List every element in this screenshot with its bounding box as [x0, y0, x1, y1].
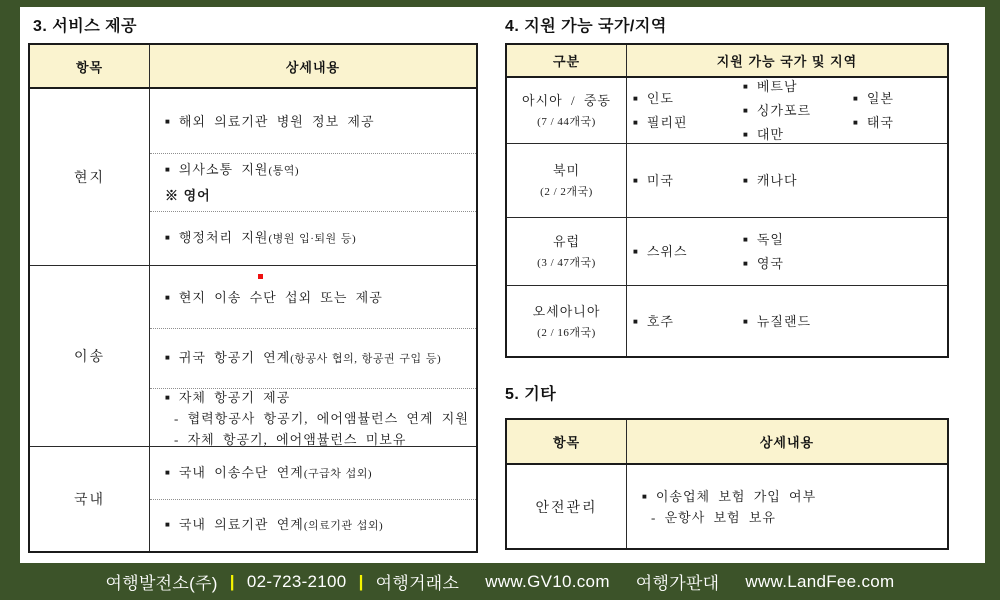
table-row: [150, 328, 476, 388]
country-name: 일본: [866, 91, 894, 106]
bullet-icon: ■: [743, 259, 748, 268]
section5-title: 5. 기타: [505, 386, 557, 403]
bullet-icon: ■: [633, 247, 638, 256]
countries-col-header-list: 지원 가능 국가 및 지역: [716, 54, 858, 69]
bullet-icon: ■: [633, 94, 638, 103]
bullet-icon: ■: [633, 316, 638, 326]
bullet-icon: ■: [165, 116, 170, 126]
service-item-text: 국내 이송수단 연계: [178, 464, 304, 480]
bullet-icon: ■: [165, 520, 170, 529]
table-row: [150, 211, 476, 265]
country-name: 베트남: [756, 79, 798, 94]
footer-phone: 02-723-2100: [246, 571, 347, 591]
bullet-icon: ■: [853, 94, 858, 103]
footer-bar: [0, 563, 1000, 600]
region-count: (2 / 2개국): [540, 186, 593, 198]
country-name: 미국: [646, 173, 674, 188]
bullet-icon: ■: [165, 353, 170, 362]
footer-brand-exchange: 여행거래소: [375, 574, 460, 593]
table-row: [150, 89, 476, 153]
service-group-domestic: [30, 446, 476, 551]
etc-table: [505, 418, 949, 550]
country-name: 스위스: [646, 244, 688, 259]
footer-separator: |: [229, 571, 235, 591]
section4-title: 4. 지원 가능 국가/지역: [505, 18, 667, 35]
service-group-label: 현지: [30, 89, 150, 265]
service-item-subline: - 자체 항공기, 에어앰뷸런스 미보유: [174, 432, 407, 447]
service-col-header-detail: 상세내용: [285, 59, 341, 75]
footer-company: 여행발전소(주): [105, 574, 218, 593]
service-item-text: 국내 의료기관 연계: [178, 517, 304, 532]
country-name: 필리핀: [646, 115, 688, 130]
bullet-icon: ■: [633, 118, 638, 127]
table-row: [150, 153, 476, 211]
service-item-paren: (구급차 섭외): [303, 467, 373, 480]
table-row: [150, 266, 476, 328]
service-item-paren: (병원 입·퇴원 등): [268, 233, 357, 245]
country-name: 뉴질랜드: [756, 313, 812, 329]
service-item-text: 의사소통 지원: [178, 162, 269, 177]
country-name: 영국: [756, 256, 784, 271]
footer-brand-stand: 여행가판대: [635, 574, 720, 593]
service-table-header: [30, 45, 476, 89]
service-item-text: 해외 의료기관 병원 정보 제공: [178, 113, 375, 129]
service-item-text: 현지 이송 수단 섭외 또는 제공: [178, 289, 383, 305]
service-item-paren: (항공사 협의, 항공권 구입 등): [290, 353, 442, 365]
countries-table: [505, 43, 949, 358]
service-group-local: [30, 89, 476, 265]
service-group-label: 국내: [30, 447, 150, 551]
service-item-note: ※ 영어: [165, 188, 211, 203]
bullet-icon: ■: [165, 233, 170, 242]
bullet-icon: ■: [743, 316, 748, 326]
region-name: 아시아 / 중동: [522, 93, 611, 108]
bullet-icon: ■: [743, 176, 748, 185]
region-count: (3 / 47개국): [537, 257, 596, 269]
service-group-label: 이송: [30, 266, 150, 446]
bullet-icon: ■: [165, 393, 170, 402]
service-item-paren: (의료기관 섭외): [303, 520, 384, 532]
table-row: [150, 388, 476, 448]
table-row: [150, 499, 476, 551]
bullet-icon: ■: [633, 176, 638, 185]
etc-item-text: 이송업체 보험 가입 여부: [655, 488, 817, 504]
region-count: (2 / 16개국): [537, 326, 596, 339]
country-name: 독일: [756, 232, 784, 247]
bullet-icon: ■: [743, 106, 748, 115]
country-name: 인도: [646, 91, 674, 106]
table-row-safety: [507, 465, 947, 548]
etc-table-header: [507, 420, 947, 465]
etc-col-header-detail: 상세내용: [759, 435, 815, 450]
region-count: (7 / 44개국): [537, 116, 596, 128]
countries-col-header-category: 구분: [507, 45, 627, 76]
table-row-oceania: [507, 285, 947, 356]
bullet-icon: ■: [165, 292, 170, 302]
service-table: [28, 43, 478, 553]
country-name: 캐나다: [756, 173, 798, 188]
service-item-text: 자체 항공기 제공: [178, 390, 291, 405]
service-item-subline: - 협력항공사 항공기, 에어앰뷸런스 연계 지원: [174, 411, 469, 426]
service-item-paren: (통역): [268, 165, 300, 177]
bullet-icon: ■: [165, 165, 170, 174]
region-name: 북미: [552, 163, 581, 178]
bullet-icon: ■: [165, 467, 170, 477]
footer-url-gv10: www.GV10.com: [485, 571, 610, 591]
country-name: 대만: [756, 127, 784, 142]
country-name: 호주: [646, 313, 674, 329]
bullet-icon: ■: [642, 491, 647, 501]
footer-url-landfee: www.LandFee.com: [745, 571, 895, 591]
table-row: [150, 447, 476, 499]
service-item-text: 행정처리 지원: [178, 230, 269, 245]
country-name: 싱가포르: [756, 103, 812, 118]
service-group-transport: [30, 265, 476, 446]
section3-title: 3. 서비스 제공: [33, 18, 138, 35]
service-item-text: 귀국 항공기 연계: [178, 350, 291, 365]
bullet-icon: ■: [743, 130, 748, 139]
bullet-icon: ■: [853, 118, 858, 127]
service-col-header-item: 항목: [30, 45, 150, 87]
countries-table-header: [507, 45, 947, 78]
region-name: 오세아니아: [532, 303, 601, 319]
etc-row-label: 안전관리: [507, 465, 627, 548]
etc-item-subline: - 운항사 보험 보유: [651, 509, 776, 525]
footer-separator: |: [358, 571, 364, 591]
red-dot-marker: [258, 274, 263, 279]
table-row-asia-middleeast: [507, 78, 947, 143]
table-row-europe: [507, 217, 947, 285]
etc-col-header-item: 항목: [507, 420, 627, 463]
table-row-north-america: [507, 143, 947, 217]
bullet-icon: ■: [743, 235, 748, 244]
region-name: 유럽: [552, 234, 581, 249]
bullet-icon: ■: [743, 82, 748, 91]
country-name: 태국: [866, 115, 894, 130]
